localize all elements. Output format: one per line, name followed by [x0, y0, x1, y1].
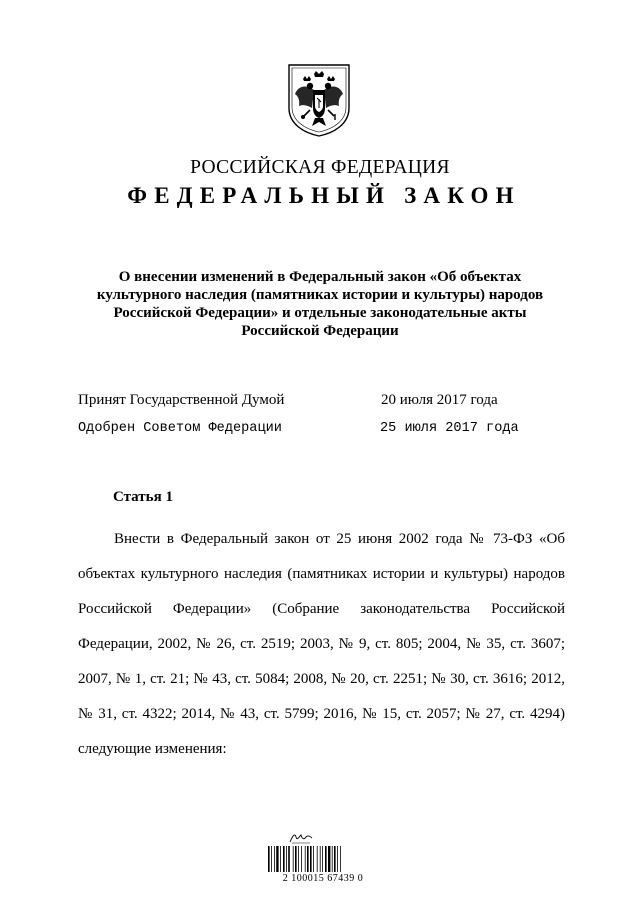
article-heading: Статья 1	[113, 489, 173, 505]
law-title-line: культурного наследия (памятниках истории и культуры) народов	[96, 287, 544, 303]
document-type: ФЕДЕРАЛЬНЫЙ ЗАКОН	[127, 183, 521, 208]
article-line: Федерации, 2002, № 26, ст. 2519; 2003, № 9, ст. 805; 2004, № 35, ст. 3607;	[78, 636, 565, 652]
coat-of-arms-emblem	[286, 62, 352, 138]
handwritten-initials	[288, 831, 314, 845]
duma-adoption-date: 20 июля 2017 года	[381, 392, 498, 408]
law-title-line: О внесении изменений в Федеральный закон «Об объектах	[118, 269, 522, 285]
article-line: 2007, № 1, ст. 21; № 43, ст. 5084; 2008, № 20, ст. 2251; № 30, ст. 3616; 2012,	[78, 671, 565, 687]
article-line: № 31, ст. 4322; 2014, № 43, ст. 5799; 2016, № 15, ст. 2057; № 27, ст. 4294)	[78, 706, 565, 722]
article-body	[78, 522, 565, 767]
article-line: следующие изменения:	[78, 741, 227, 757]
law-title-line: Российской Федерации	[241, 323, 399, 339]
article-line: объектах культурного наследия (памятниках истории и культуры) народов	[78, 566, 565, 582]
council-approval-label: Одобрен Советом Федерации	[78, 421, 282, 436]
council-approval-date: 25 июля 2017 года	[380, 421, 519, 436]
article-line: Внести в Федеральный закон от 25 июня 2002 года № 73-ФЗ «Об	[114, 531, 565, 547]
article-line: Российской Федерации» (Собрание законодательства Российской	[78, 601, 565, 617]
duma-adoption-label: Принят Государственной Думой	[78, 392, 285, 408]
law-title	[90, 268, 550, 340]
barcode	[268, 846, 344, 874]
country-name: РОССИЙСКАЯ ФЕДЕРАЦИЯ	[190, 157, 450, 178]
law-title-line: Российской Федерации» и отдельные законодательные акты	[113, 305, 527, 321]
barcode-number: 2 100015 67439 0	[282, 873, 364, 884]
